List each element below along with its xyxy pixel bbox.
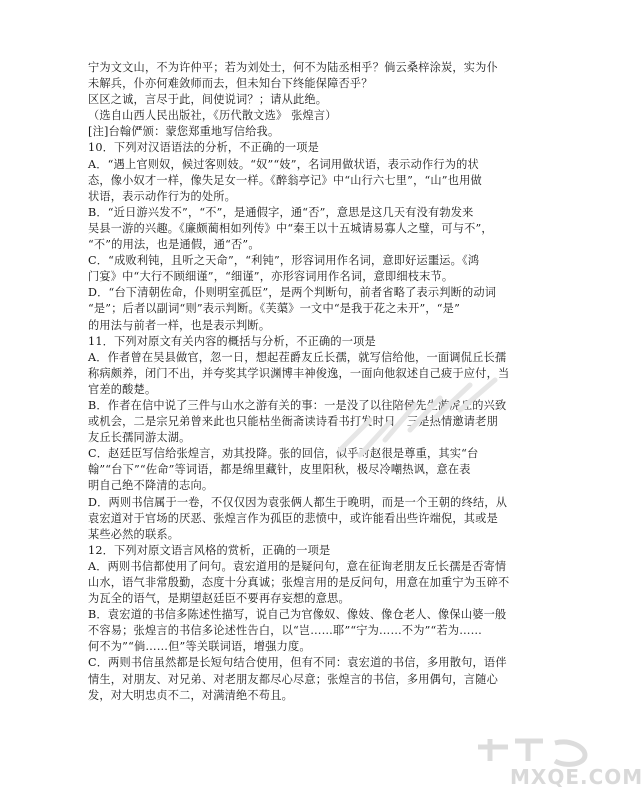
text-line: B．作者在信中说了三件与山水之游有关的事：一是没了以往陪侯先生游虎丘的兴致 [88, 398, 507, 412]
text-line: （选自山西人民出版社，《历代散文选》 张煌言） [88, 109, 337, 123]
text-line: 称病颇养，闭门不出，并夸奖其学识渊博丰神俊逸，一面向他叙述自己疲于应付，当 [88, 366, 510, 380]
text-line: A．两则书信都使用了问句。袁宏道用的是疑问句，意在征询老朋友丘长孺是否寄情 [88, 559, 507, 573]
text-line: B．“近日游兴发不”，“不”，是通假字，通“否”，意思是这几天有没有勃发来 [88, 205, 474, 219]
text-line: 态，像小奴才一样，像失足女一样。《醉翁亭记》中“山行六七里”，“山”也用做 [88, 173, 482, 187]
text-line: D．“台下清朝佐命，仆则明室孤臣”，是两个判断句，前者省略了表示判断的动词 [88, 286, 497, 300]
text-line: A．“遇上官则奴，候过客则妓。“奴”“妓”，名词用做状语，表示动作行为的状 [88, 157, 479, 171]
text-line: 为瓦全的语气，是期望赵廷臣不要再存妄想的意思。 [88, 592, 350, 606]
text-line: 未解兵，仆亦何难敛师而去，但未知台下终能保障否乎？ [88, 77, 373, 91]
text-line: A．作者曾在吴县做官，忽一日，想起茬爵友丘长孺，就写信给他，一面调侃丘长孺 [88, 350, 507, 364]
text-line: 吴县一游的兴趣。《廉颇蔺相如列传》中“秦王以十五城请易寡人之璧，可与不”， [88, 221, 493, 235]
text-line: 门宴》中“大行不顾细谨”，“细谨”，亦形容词用作名词，意即细枝末节。 [88, 270, 454, 284]
text-line: 区区之诚，言尽于此，间使说词？；请从此绝。 [88, 93, 328, 107]
text-line: 状语，表示动作行为的处所。 [88, 189, 237, 203]
text-line: 不容易；张煌言的书信多论述性告白，以“岂……耶”“宁为……不为”“若为…… [88, 624, 482, 638]
text-line: C．两则书信虽然都是长短句结合使用，但有不同：袁宏道的书信，多用散句，语伴 [88, 656, 507, 670]
text-line: C．“成败利钝，且听之天命”，“利钝”，形容词用作名词，意即好运噩运。《鸿 [88, 254, 480, 268]
text-line: 11．下列对原文有关内容的概括与分析，不正确的一项是 [88, 334, 376, 348]
text-line: 友丘长孺同游太湖。 [88, 431, 191, 445]
text-line: B．袁宏道的书信多陈述性描写，说自己为官像奴、像妓、像仓老人、像保山婆一般 [88, 608, 507, 622]
text-line: 发，对大明忠贞不二，对满清绝不苟且。 [88, 688, 293, 702]
text-line: D．两则书信属于一卷，不仅仅因为袁张俩人都生于晚明，而是一个王朝的终结，从 [88, 495, 508, 509]
text-line: 翰”“台下”“佐命”等词语，都是绵里藏针，皮里阳秋，极尽冷嘲热讽，意在表 [88, 463, 471, 477]
logo-emblem-icon [470, 735, 610, 790]
watermark-logo [470, 735, 643, 790]
text-line: 官差的酸楚。 [88, 382, 157, 396]
text-line: 何不为”“倘……但”等关联词语，增强力度。 [88, 640, 311, 654]
text-line: 袁宏道对于官场的厌恶、张煌言作为孤臣的悲愤中，或许能看出些许端倪，其或是 [88, 511, 498, 525]
text-line: C．赵廷臣写信给张煌言，劝其投降。张的回信，似乎对赵很是尊重，其实“台 [88, 447, 479, 461]
text-line: 10．下列对汉语语法的分析，不正确的一项是 [88, 141, 319, 155]
logo-text: MXQE.COM [510, 765, 643, 789]
text-line: 山水，语气非常殷勤，态度十分真诚；张煌言用的是反问句，用意在加重宁为玉碎不 [88, 576, 510, 589]
text-line: 宁为文文山，不为许仲平；若为刘处士，何不为陆丞相乎？倘云桑梓涂炭，实为仆 [88, 61, 498, 74]
text-line: “是”；后者以副词“则”表示判断。《芙蕖》一文中“是我于花之未开”，“是” [88, 302, 460, 316]
text-line: 的用法与前者一样，也是表示判断。 [88, 318, 271, 332]
text-line: 或机会，二是宗兄弟曾来此也只能枯坐衙斋读诗看书打发时日，三是热情邀请老朋 [88, 415, 498, 429]
text-line: 明自己绝不降清的志向。 [88, 479, 214, 493]
text-line: 情生，对朋友、对兄弟、对老朋友都尽心尽意；张煌言的书信，多用偶句，言随心 [88, 672, 498, 686]
document-body [88, 60, 540, 704]
text-line: “不”的用法，也是通假，通“否”。 [88, 238, 260, 252]
text-line: 12．下列对原文语言风格的赏析，正确的一项是 [88, 543, 331, 557]
text-line: [注]台翰俨颁：蒙您郑重地写信给我。 [88, 125, 280, 139]
text-line: 某些必然的联系。 [88, 527, 180, 541]
